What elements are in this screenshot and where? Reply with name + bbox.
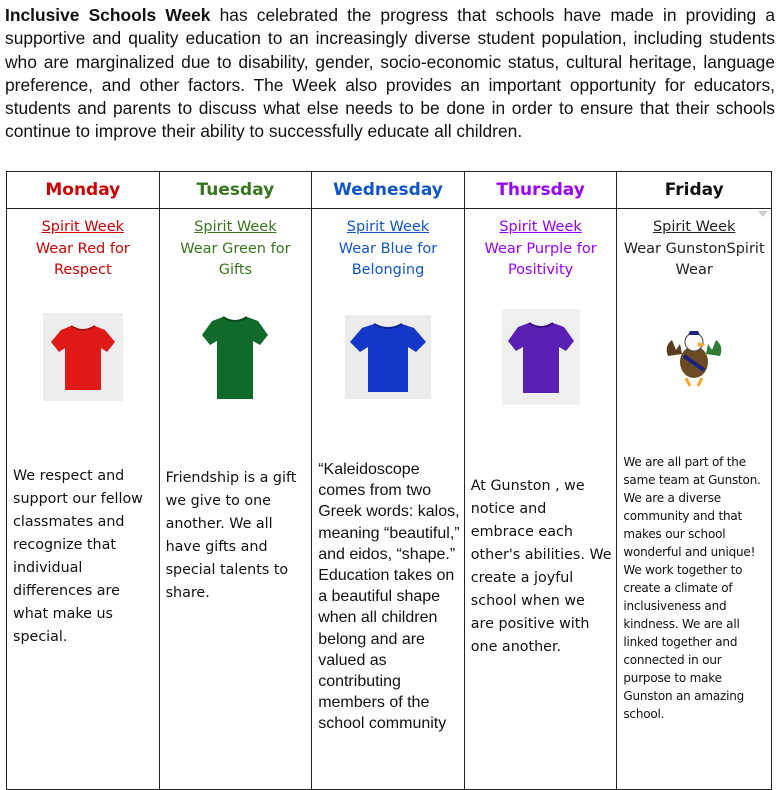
spirit-block: [465, 217, 617, 282]
spirit-block: [7, 217, 159, 282]
red-tshirt-icon: [49, 322, 117, 392]
spirit-week-table: [6, 171, 772, 790]
theme-text: Wear Purple for Positivity: [484, 240, 597, 278]
day-description: We respect and support our fellow classmates and recognize that individual differences are what make us special.: [13, 468, 143, 645]
intro-paragraph: [5, 4, 775, 144]
blue-tshirt-icon: [348, 320, 428, 394]
spirit-week-link[interactable]: Spirit Week: [652, 219, 736, 235]
theme-text: Wear GunstonSpirit Wear: [623, 240, 765, 278]
theme-text: Wear Green for Gifts: [180, 240, 291, 278]
spirit-week-link[interactable]: Spirit Week: [346, 219, 430, 235]
day-cell-tuesday: [159, 209, 312, 790]
spirit-block: [312, 217, 464, 282]
eagle-mascot-icon: [662, 326, 726, 388]
day-cell-friday: [617, 209, 772, 790]
theme-text: Wear Blue for Belonging: [338, 240, 438, 278]
purple-tshirt-icon: [506, 319, 576, 395]
day-cell-wednesday: [312, 209, 465, 790]
day-cell-thursday: [464, 209, 617, 790]
green-tshirt-icon: [200, 313, 270, 401]
chevron-down-icon[interactable]: [758, 211, 768, 217]
day-description: We are all part of the same team at Gunston. We are a diverse community and that makes our school wonderful and unique! We work together to create a climate of inclusiveness and kindness. We are all linked together and connected in our purpose to make Gunston an amazing school.: [623, 455, 761, 721]
day-header-friday: Friday: [617, 172, 772, 209]
day-body-row: [7, 209, 772, 790]
day-description: Friendship is a gift we give to one another. We all have gifts and special talents to share.: [165, 470, 297, 601]
spirit-block: [617, 217, 771, 282]
day-header-tuesday: Tuesday: [159, 172, 312, 209]
intro-text: has celebrated the progress that schools have made in providing a supportive and quality education to an increasingly diverse student population, including students who are marginalized due to disability, gender, socio-economic status, cultural heritage, language preference, and other factors. The Week also provides an important opportunity for educators, students and parents to discuss what else needs to be done in order to ensure that their schools continue to improve their ability to successfully educate all children.: [5, 5, 776, 142]
day-description: “Kaleidoscope comes from two Greek words: kalos, meaning “beautiful,” and eidos, “shape.” Education takes on a beautiful shape when all children belong and are valued as contributing members of the school community: [318, 461, 460, 733]
spirit-week-link[interactable]: Spirit Week: [41, 219, 125, 235]
day-header-row: [7, 172, 772, 209]
theme-text: Wear Red for Respect: [35, 240, 130, 278]
spirit-block: [160, 217, 312, 282]
day-header-thursday: Thursday: [464, 172, 617, 209]
day-header-wednesday: Wednesday: [312, 172, 465, 209]
spirit-week-link[interactable]: Spirit Week: [499, 219, 582, 235]
spirit-week-link[interactable]: Spirit Week: [194, 219, 277, 235]
day-description: At Gunston , we notice and embrace each other's abilities. We create a joyful school when we are positive with one another.: [470, 478, 612, 655]
day-cell-monday: [7, 209, 160, 790]
intro-title: Inclusive Schools Week: [5, 5, 211, 25]
day-header-monday: Monday: [7, 172, 160, 209]
